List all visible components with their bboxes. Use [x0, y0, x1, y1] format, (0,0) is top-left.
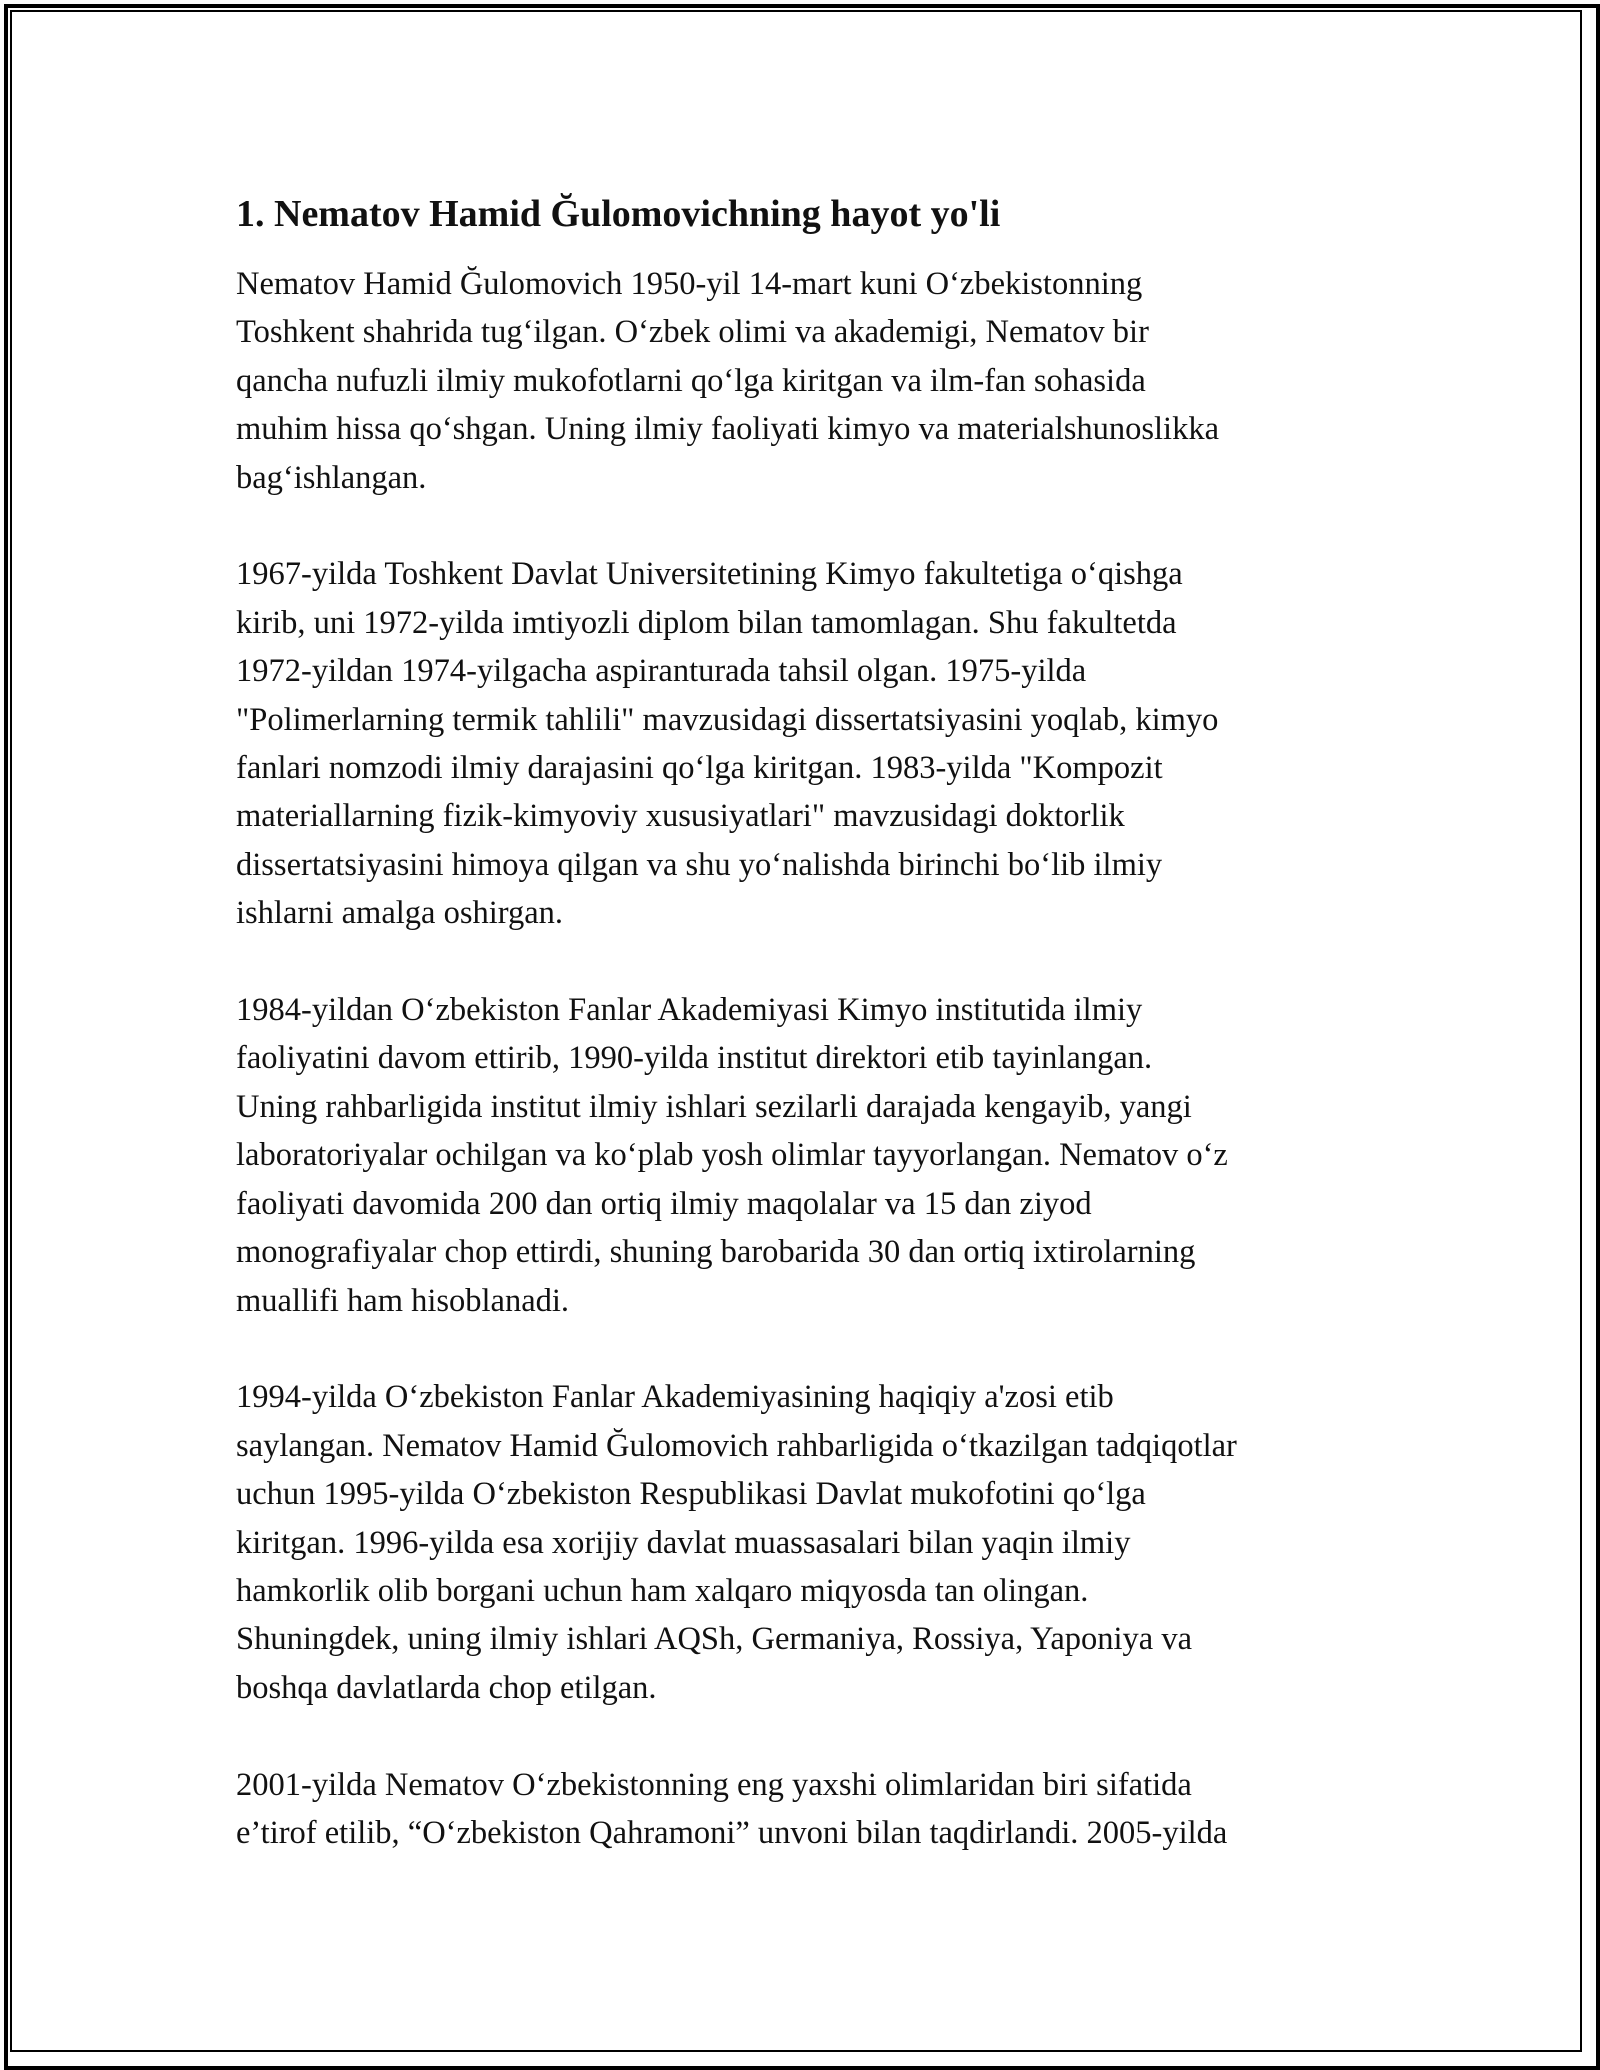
text-line: monografiyalar chop ettirdi, shuning barobarida 30 dan ortiq ixtirolarning — [236, 1234, 1196, 1271]
text-line: kiritgan. 1996-yilda esa xorijiy davlat muassasalari bilan yaqin ilmiy — [236, 1524, 1131, 1561]
text-line: laboratoriyalar ochilgan va ko‘plab yosh olimlar tayyorlangan. Nematov o‘z — [236, 1137, 1228, 1174]
text-line: qancha nufuzli ilmiy mukofotlarni qo‘lga kiritgan va ilm-fan sohasida — [236, 362, 1146, 399]
paragraph-education — [236, 550, 1376, 937]
text-line: e’tirof etilib, “O‘zbekiston Qahramoni” unvoni bilan taqdirlandi. 2005-yilda — [236, 1814, 1228, 1851]
text-line: uchun 1995-yilda O‘zbekiston Respublikasi Davlat mukofotini qo‘lga — [236, 1476, 1146, 1513]
text-line: dissertatsiyasini himoya qilgan va shu yo‘nalishda birinchi bo‘lib ilmiy — [236, 846, 1163, 883]
text-line: Shuningdek, uning ilmiy ishlari AQSh, Germaniya, Rossiya, Yaponiya va — [236, 1621, 1193, 1658]
text-line: 1972-yildan 1974-yilgacha aspiranturada tahsil olgan. 1975-yilda — [236, 653, 1087, 690]
text-line: Uning rahbarligida institut ilmiy ishlari sezilarli darajada kengayib, yangi — [236, 1088, 1192, 1125]
text-line: "Polimerlarning termik tahlili" mavzusidagi dissertatsiyasini yoqlab, kimyo — [236, 701, 1219, 738]
text-line: bag‘ishlangan. — [236, 459, 427, 496]
text-line: ishlarni amalga oshirgan. — [236, 895, 564, 932]
text-line: muhim hissa qo‘shgan. Uning ilmiy faoliyati kimyo va materialshunoslikka — [236, 411, 1219, 448]
text-line: faoliyatini davom ettirib, 1990-yilda institut direktori etib tayinlangan. — [236, 1040, 1153, 1077]
text-line: materiallarning fizik-kimyoviy xususiyatlari" mavzusidagi doktorlik — [236, 798, 1125, 835]
text-line: muallifi ham hisoblanadi. — [236, 1282, 570, 1319]
text-line: Nematov Hamid Ğulomovich 1950-yil 14-mart kuni O‘zbekistonning — [236, 266, 1143, 302]
paragraph-academy — [236, 1373, 1376, 1712]
text-line: 1994-yilda O‘zbekiston Fanlar Akademiyasining haqiqiy a'zosi etib — [236, 1379, 1114, 1416]
paragraph-birth — [236, 260, 1376, 502]
paragraph-hero-title — [236, 1761, 1376, 1858]
paragraph-institute — [236, 986, 1376, 1325]
text-line: 1984-yildan O‘zbekiston Fanlar Akademiyasi Kimyo institutida ilmiy — [236, 992, 1143, 1029]
text-line: 2001-yilda Nematov O‘zbekistonning eng yaxshi olimlaridan biri sifatida — [236, 1766, 1192, 1803]
text-line: saylangan. Nematov Hamid Ğulomovich rahbarligida o‘tkazilgan tadqiqotlar — [236, 1427, 1237, 1464]
text-line: faoliyati davomida 200 dan ortiq ilmiy maqolalar va 15 dan ziyod — [236, 1185, 1092, 1222]
text-line: fanlari nomzodi ilmiy darajasini qo‘lga kiritgan. 1983-yilda "Kompozit — [236, 750, 1163, 787]
text-line: 1967-yilda Toshkent Davlat Universitetining Kimyo fakultetiga o‘qishga — [236, 556, 1183, 593]
text-line: kirib, uni 1972-yilda imtiyozli diplom bilan tamomlagan. Shu fakultetda — [236, 604, 1177, 641]
document-body — [236, 188, 1376, 1906]
section-heading: 1. Nematov Hamid Ğulomovichning hayot yo'li — [236, 193, 1001, 235]
text-line: boshqa davlatlarda chop etilgan. — [236, 1669, 657, 1706]
text-line: Toshkent shahrida tug‘ilgan. O‘zbek olimi va akademigi, Nematov bir — [236, 314, 1149, 351]
text-line: hamkorlik olib borgani uchun ham xalqaro miqyosda tan olingan. — [236, 1572, 1089, 1609]
